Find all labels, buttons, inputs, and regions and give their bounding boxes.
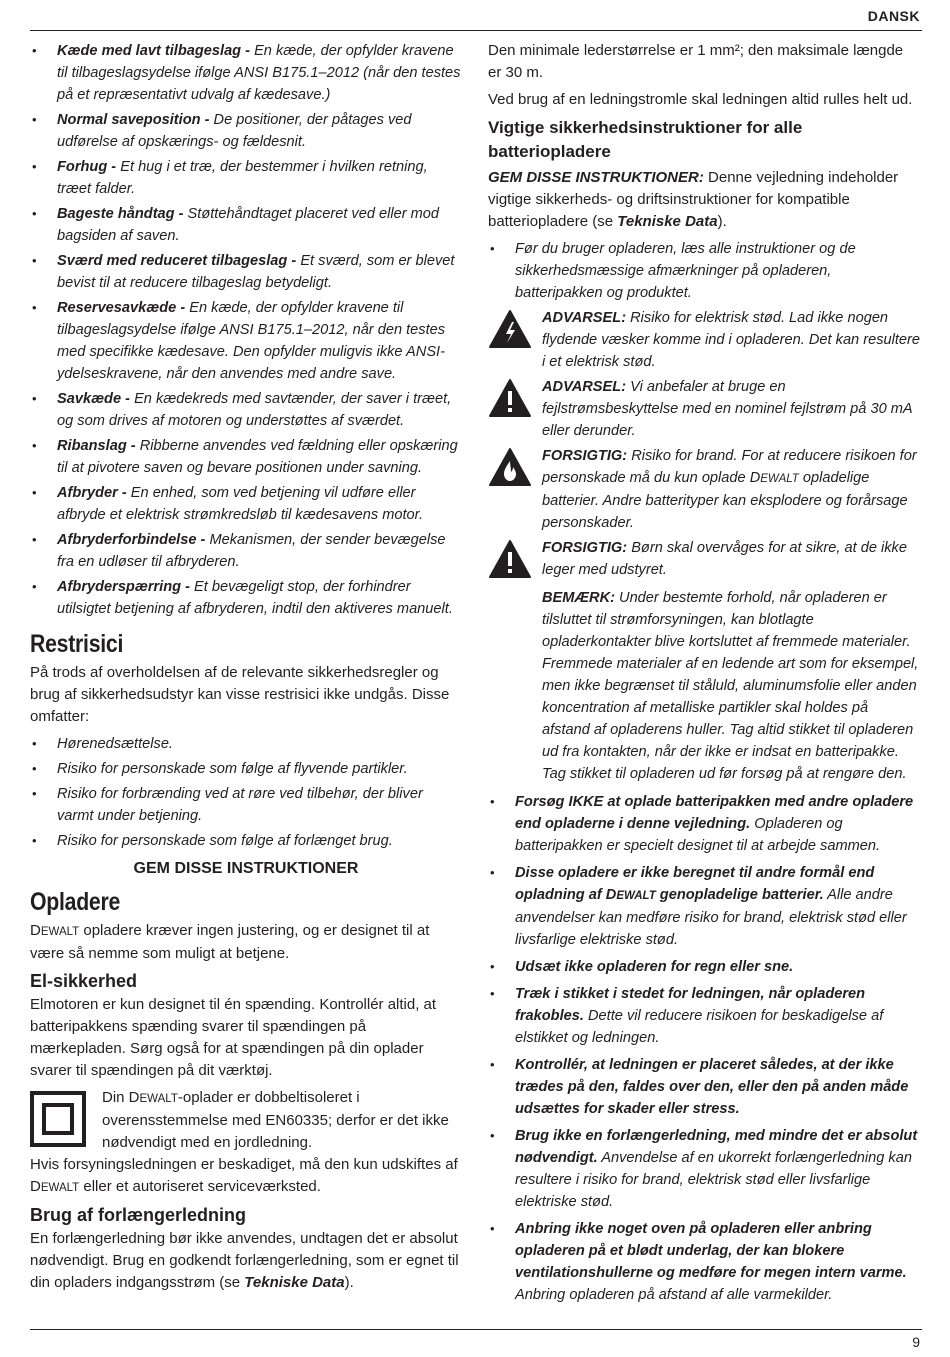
extension-cord-heading: Brug af forlængerledning <box>30 1205 246 1225</box>
restrisici-intro: På trods af overholdelsen af de relevante sikkerhedsregler og brug af sikkerhedsudstyr kan visse restrisici ikke undgås. Disse omfatter: <box>30 664 450 725</box>
brand-name: EWALT <box>40 1182 80 1194</box>
text-part: eller et autoriseret serviceværksted. <box>79 1178 321 1195</box>
caution-block <box>488 445 920 534</box>
definition-term: Reservesavkæde - <box>57 300 186 316</box>
extension-cord-paragraph <box>30 1228 462 1294</box>
definition-term: Bageste håndtag - <box>57 206 184 222</box>
text-part: -oplader er dobbeltisoleret i overensstemmelse med EN60335; derfor er det ikke nødvendigt med en jordledning. <box>102 1089 449 1151</box>
rules-list <box>488 791 920 1306</box>
rule-bold: Anbring ikke noget oven på opladeren eller anbring opladeren på et blødt underlag, der kan blokere ventilationshullerne og medføre for megen intern varme. <box>515 1221 907 1281</box>
el-sikkerhed-heading: El-sikkerhed <box>30 971 138 991</box>
reel-paragraph: Ved brug af en ledningstromle skal ledningen altid rulles helt ud. <box>488 91 913 108</box>
rule-text: Dette vil reducere risikoen for beskadigelse af elstikket og ledningen. <box>515 1008 884 1046</box>
text-part: Risiko for elektrisk stød. Lad ikke nogen flydende væsker komme ind i opladeren. Det kan resultere i et elektrisk stød. <box>542 310 921 370</box>
text-part: Under bestemte forhold, når opladeren er tilsluttet til strømforsyningen, kan blotlagte opladerkontakter blive kortsluttet af fremmede materialer. Fremmede materialer af en ledende art som for eksempel, men ikke begrænset til ståluld, aluminumsfolie eller anden koncentration af metalliske partikler skal holdes på afstand af opladerens huller. Tag altid stikket til opladeren ud fra kontakten, når der ikke er indsat en batteripakke. Tag stikket til opladeren ud før forsøg på at rengøre den. <box>542 590 919 782</box>
list-item: • Risiko for personskade som følge af flyvende partikler. <box>30 758 462 780</box>
rule-bold: Brug ikke en forlængerledning, med mindre det er absolut nødvendigt. <box>515 1128 918 1166</box>
double-insulated-notice <box>30 1087 462 1154</box>
text-part: Risiko for brand. For at reducere risikoen for personskade må du kun oplade D <box>542 448 917 486</box>
double-insulated-text <box>92 1087 462 1154</box>
definition-item <box>30 529 462 573</box>
definition-item <box>30 576 462 620</box>
before-use-list <box>488 238 920 304</box>
rule-item <box>488 1218 920 1306</box>
definition-term: Sværd med reduceret tilbageslag - <box>57 253 297 269</box>
text-part: ). <box>344 1274 354 1291</box>
definition-term: Ribanslag - <box>57 438 136 454</box>
el-sikkerhed-paragraph: Elmotoren er kun designet til én spænding. Kontrollér altid, at batteripakkens spænding svarer til spændingen på mærkepladen. Sørg også for at spændingen på din oplader svarer til spændingen på dit værktøj. <box>30 996 437 1079</box>
definition-item <box>30 482 462 526</box>
definition-item <box>30 435 462 479</box>
list-item: • Hørenedsættelse. <box>30 733 462 755</box>
definition-text: Støttehåndtaget placeret ved eller mod bagsiden af saven. <box>57 206 440 244</box>
definition-item <box>30 250 462 294</box>
footer-divider <box>30 1329 922 1330</box>
language-label: DANSK <box>867 8 920 24</box>
left-column <box>30 40 462 1299</box>
text-part: opladelige batterier. Andre batterityper kan eksplodere og forårsage personskader. <box>542 470 908 531</box>
list-item: • Risiko for personskade som følge af forlænget brug. <box>30 830 462 852</box>
caution-block <box>488 537 920 584</box>
rule-bold: Disse opladere er ikke beregnet til andre formål end opladning af D <box>515 865 875 903</box>
definition-item <box>30 388 462 432</box>
note-block <box>542 587 920 785</box>
definition-term: Afbryderspærring - <box>57 579 190 595</box>
cord-replacement-paragraph <box>30 1154 462 1199</box>
rule-item <box>488 1125 920 1213</box>
definitions-list <box>30 40 462 620</box>
warning-text <box>536 376 920 442</box>
warning-block <box>488 376 920 442</box>
rule-bold: Udsæt ikke opladeren for regn eller sne. <box>515 959 794 975</box>
rule-item <box>488 956 920 978</box>
rule-item <box>488 983 920 1049</box>
definition-term: Savkæde - <box>57 391 131 407</box>
warning-text <box>536 307 920 373</box>
min-size-paragraph: Den minimale lederstørrelse er 1 mm²; den maksimale længde er 30 m. <box>488 42 904 81</box>
warning-icon <box>488 537 536 584</box>
warning-block <box>488 307 920 373</box>
note-label: BEMÆRK: <box>542 590 615 606</box>
definition-text: En enhed, som ved betjening vil udføre eller afbryde et elektrisk strømkredsløb til kædesavens motor. <box>57 485 424 523</box>
definition-item <box>30 297 462 385</box>
definition-text: En kæde, der opfylder kravene til tilbageslagsydelse ifølge ANSI B175.1–2012 (når den testes på et repræsentativt udvalg af kædesave.) <box>57 43 461 103</box>
brand-name: EWALT <box>40 926 80 938</box>
warning-label: FORSIGTIG: <box>542 540 628 556</box>
rule-text: Anvendelse af en ukorrekt forlængerledning kan resultere i risiko for brand, elektrisk stød eller livsfarlige elektriske stød. <box>515 1150 912 1210</box>
save-instructions-heading: GEM DISSE INSTRUKTIONER <box>133 860 359 877</box>
electric-shock-icon <box>488 307 536 373</box>
reference-link: Tekniske Data <box>617 213 718 230</box>
rule-item <box>488 862 920 951</box>
fire-icon <box>488 445 536 534</box>
save-paragraph <box>488 167 920 233</box>
right-column <box>488 40 920 1311</box>
definition-text: Et sværd, som er blevet bevist til at reducere tilbageslag betydeligt. <box>57 253 455 291</box>
brand-initial: D <box>30 922 41 939</box>
rule-bold: Kontrollér, at ledningen er placeret således, at der ikke trædes på den, faldes over den, eller den på anden måde udsættes for skader eller stress. <box>515 1057 909 1117</box>
definition-term: Kæde med lavt tilbageslag - <box>57 43 251 59</box>
opladere-paragraph <box>30 920 462 965</box>
definition-item <box>30 156 462 200</box>
list-item: • Risiko for forbrænding ved at røre ved tilbehør, der bliver varmt under betjening. <box>30 783 462 827</box>
rule-bold: genopladelige batterier. <box>655 887 824 903</box>
brand-name: EWALT <box>760 473 799 485</box>
reference-link: Tekniske Data <box>244 1274 345 1291</box>
paragraph-text: opladere kræver ingen justering, og er designet til at være så nemme som muligt at betjene. <box>30 922 430 962</box>
definition-text: De positioner, der påtages ved udførelse af opskærings- og fældesnit. <box>57 112 412 150</box>
opladere-heading: Opladere <box>30 888 121 916</box>
definition-term: Normal saveposition - <box>57 112 210 128</box>
save-label: GEM DISSE INSTRUKTIONER: <box>488 169 704 186</box>
text-part: ). <box>717 213 727 230</box>
text-part: Denne vejledning indeholder vigtige sikkerheds- og driftsinstruktioner for kompatible batteriopladere (se <box>488 169 899 230</box>
rule-text: Alle andre anvendelser kan medføre risiko for brand, elektrisk stød eller livsfarlige elektriske stød. <box>515 887 907 948</box>
warning-icon <box>488 376 536 442</box>
definition-term: Afbryder - <box>57 485 127 501</box>
definition-item <box>30 109 462 153</box>
rule-text: Opladeren og batteripakken er specielt designet til at arbejde sammen. <box>515 816 881 854</box>
brand-name: EWALT <box>139 1093 178 1105</box>
rule-bold: Træk i stikket i stedet for ledningen, når opladeren frakobles. <box>515 986 866 1024</box>
text-part: En forlængerledning bør ikke anvendes, undtagen det er absolut nødvendigt. Brug en godkendt forlængerledning, som er egnet til din opladers indgangsstrøm (se <box>30 1230 459 1291</box>
definition-item <box>30 203 462 247</box>
definition-text: Ribberne anvendes ved fældning eller opskæring til at pivotere saven og bevare positionen under savning. <box>57 438 458 476</box>
definition-term: Forhug - <box>57 159 117 175</box>
text-part: Vi anbefaler at bruge en fejlstrømsbeskyttelse med en nominel fejlstrøm på 30 mA eller derunder. <box>542 379 913 439</box>
definition-term: Afbryderforbindelse - <box>57 532 206 548</box>
warning-text <box>536 445 920 534</box>
rule-text: Anbring opladeren på afstand af alle varmekilder. <box>515 1287 833 1303</box>
definition-text: Et hug i et træ, der bestemmer i hvilken retning, træet falder. <box>57 159 428 197</box>
definition-item <box>30 40 462 106</box>
warning-label: ADVARSEL: <box>542 310 627 326</box>
page-number: 9 <box>912 1334 920 1350</box>
brand-name: EWALT <box>616 890 656 902</box>
warning-label: FORSIGTIG: <box>542 448 628 464</box>
warning-label: ADVARSEL: <box>542 379 627 395</box>
safety-section-heading: Vigtige sikkerhedsinstruktioner for alle batteriopladere <box>488 118 803 161</box>
definition-text: Mekanismen, der sender bevægelse fra en udløser til afbryderen. <box>57 532 446 570</box>
definition-text: Et bevægeligt stop, der forhindrer utilsigtet betjening af afbryderen, indtil den aktiveres manuelt. <box>57 579 453 617</box>
restrisici-heading: Restrisici <box>30 630 124 658</box>
rule-item <box>488 791 920 857</box>
rule-item <box>488 1054 920 1120</box>
list-item: • Før du bruger opladeren, læs alle instruktioner og de sikkerhedsmæssige afmærkninger på opladeren, batteripakken og produktet. <box>488 238 920 304</box>
rule-bold: Forsøg IKKE at oplade batteripakken med andre opladere end opladerne i denne vejledning. <box>515 794 914 832</box>
text-part: Din D <box>102 1089 140 1106</box>
text-part: Børn skal overvåges for at sikre, at de ikke leger med udstyret. <box>542 540 907 578</box>
warning-text <box>536 537 920 584</box>
definition-text: En kædekreds med savtænder, der saver i træet, og som drives af motoren og understøttes af sværdet. <box>57 391 452 429</box>
text-part: Hvis forsyningsledningen er beskadiget, må den kun udskiftes af D <box>30 1156 458 1195</box>
restrisici-list <box>30 733 462 852</box>
definition-text: En kæde, der opfylder kravene til tilbageslagsydelse ifølge ANSI B175.1–2012, når den testes med specifikke kædesave. Den opfylder muligvis ikke ANSI-ydelseskravene, når den anvendes med andre save. <box>57 300 446 382</box>
header-divider <box>30 30 922 31</box>
double-insulation-icon <box>30 1087 92 1154</box>
